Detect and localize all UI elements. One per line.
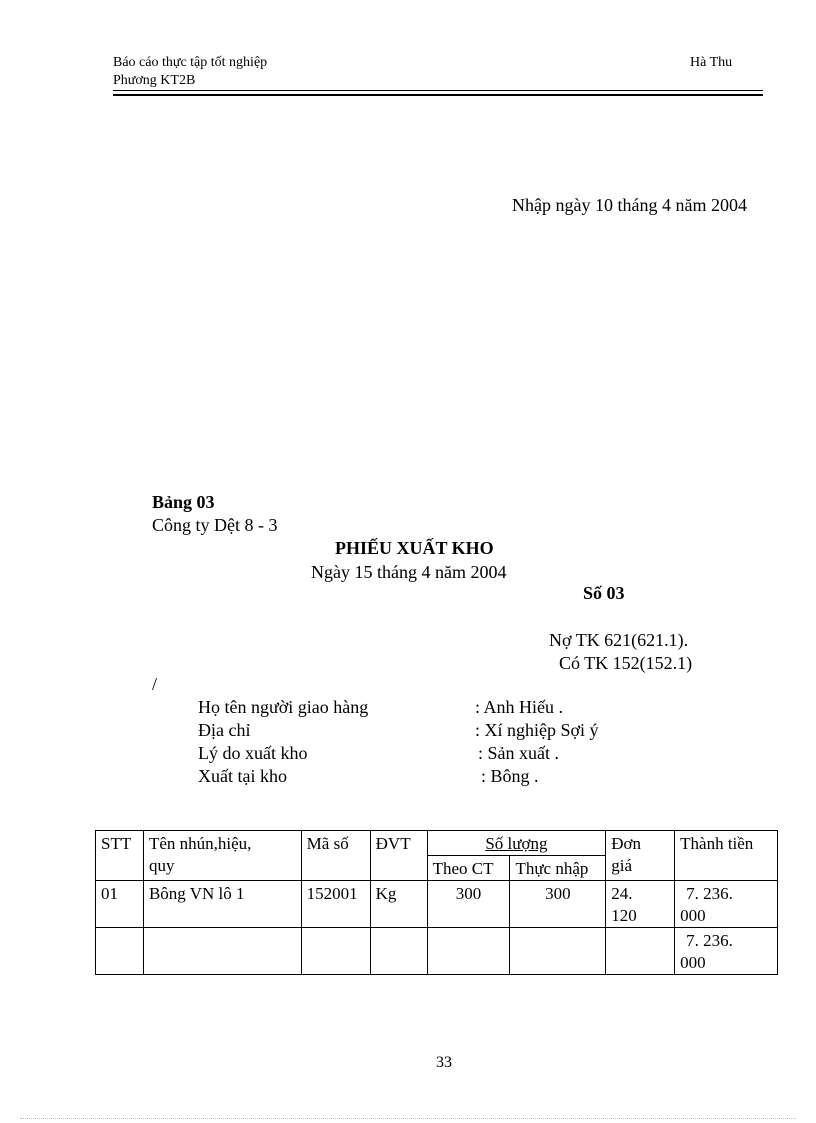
cell-unit-price (606, 881, 675, 928)
header-class-name: Phương KT2B (113, 73, 196, 88)
cell-amount-line2: 000 (680, 906, 706, 925)
info-value-reason: : Sản xuất . (478, 743, 559, 763)
goods-table (95, 830, 778, 975)
company-name: Công ty Dệt 8 - 3 (152, 515, 278, 535)
doc-date: Ngày 15 tháng 4 năm 2004 (311, 562, 507, 582)
total-cell-empty-6 (510, 928, 606, 975)
total-cell-empty-3 (301, 928, 370, 975)
total-cell-empty-7 (606, 928, 675, 975)
doc-title: PHIẾU XUẤT KHO (335, 538, 494, 558)
info-label-address: Địa chỉ (198, 720, 251, 740)
import-date: Nhập ngày 10 tháng 4 năm 2004 (512, 195, 747, 215)
header-report-title: Báo cáo thực tập tốt nghiệp (113, 55, 268, 70)
header-amount: Thành tiền (675, 831, 778, 881)
cell-unit-price-line1: 24. (611, 884, 633, 903)
table-row (96, 881, 778, 928)
doc-number: Số 03 (583, 583, 625, 603)
header-stt: STT (96, 831, 144, 881)
info-label-deliverer: Họ tên người giao hàng (198, 697, 369, 717)
header-rule-thick (113, 94, 763, 96)
total-cell-empty-2 (143, 928, 301, 975)
header-code: Mã số (301, 831, 370, 881)
header-qty-actual: Thực nhập (510, 856, 606, 881)
info-value-address: : Xí nghiệp Sợi ý (475, 720, 599, 740)
info-label-reason: Lý do xuất kho (198, 743, 308, 763)
total-amount-line1: 7. 236. (686, 931, 733, 950)
info-value-warehouse: : Bông . (481, 766, 539, 786)
debit-account: Nợ TK 621(621.1). (549, 630, 689, 650)
header-quantity-text: Số lượng (485, 834, 548, 853)
table-total-row (96, 928, 778, 975)
header-unit-price (606, 831, 675, 881)
table-label: Bảng 03 (152, 492, 215, 512)
cell-stt: 01 (96, 881, 144, 928)
header-qty-doc: Theo CT (427, 856, 510, 881)
cell-qty-actual: 300 (510, 881, 606, 928)
slash-mark: / (152, 674, 158, 694)
total-amount (675, 928, 778, 975)
header-item-name-line2: quy (148, 856, 175, 875)
header-item-name (143, 831, 301, 881)
credit-account: Có TK 152(152.1) (559, 653, 693, 673)
total-cell-empty-5 (427, 928, 510, 975)
header-unit: ĐVT (370, 831, 427, 881)
header-author: Hà Thu (690, 55, 733, 70)
cell-unit-price-line2: 120 (611, 906, 637, 925)
cell-qty-doc: 300 (427, 881, 510, 928)
total-cell-empty-1 (96, 928, 144, 975)
header-quantity (427, 831, 606, 856)
page-bottom-edge (20, 1118, 796, 1119)
cell-item-name: Bông VN lô 1 (143, 881, 301, 928)
cell-code: 152001 (301, 881, 370, 928)
info-label-warehouse: Xuất tại kho (198, 766, 287, 786)
header-unit-price-line1: Đơn (611, 834, 642, 853)
total-cell-empty-4 (370, 928, 427, 975)
table-header-row (96, 831, 778, 856)
cell-unit: Kg (370, 881, 427, 928)
page-number: 33 (436, 1054, 452, 1071)
info-value-deliverer: : Anh Hiếu . (475, 697, 563, 717)
header-item-name-line1: Tên nhún,hiệu, (148, 834, 252, 853)
header-unit-price-line2: giá (611, 856, 633, 875)
header-rule-thin (113, 90, 763, 91)
cell-amount-line1: 7. 236. (686, 884, 733, 903)
total-amount-line2: 000 (680, 953, 706, 972)
cell-amount (675, 881, 778, 928)
